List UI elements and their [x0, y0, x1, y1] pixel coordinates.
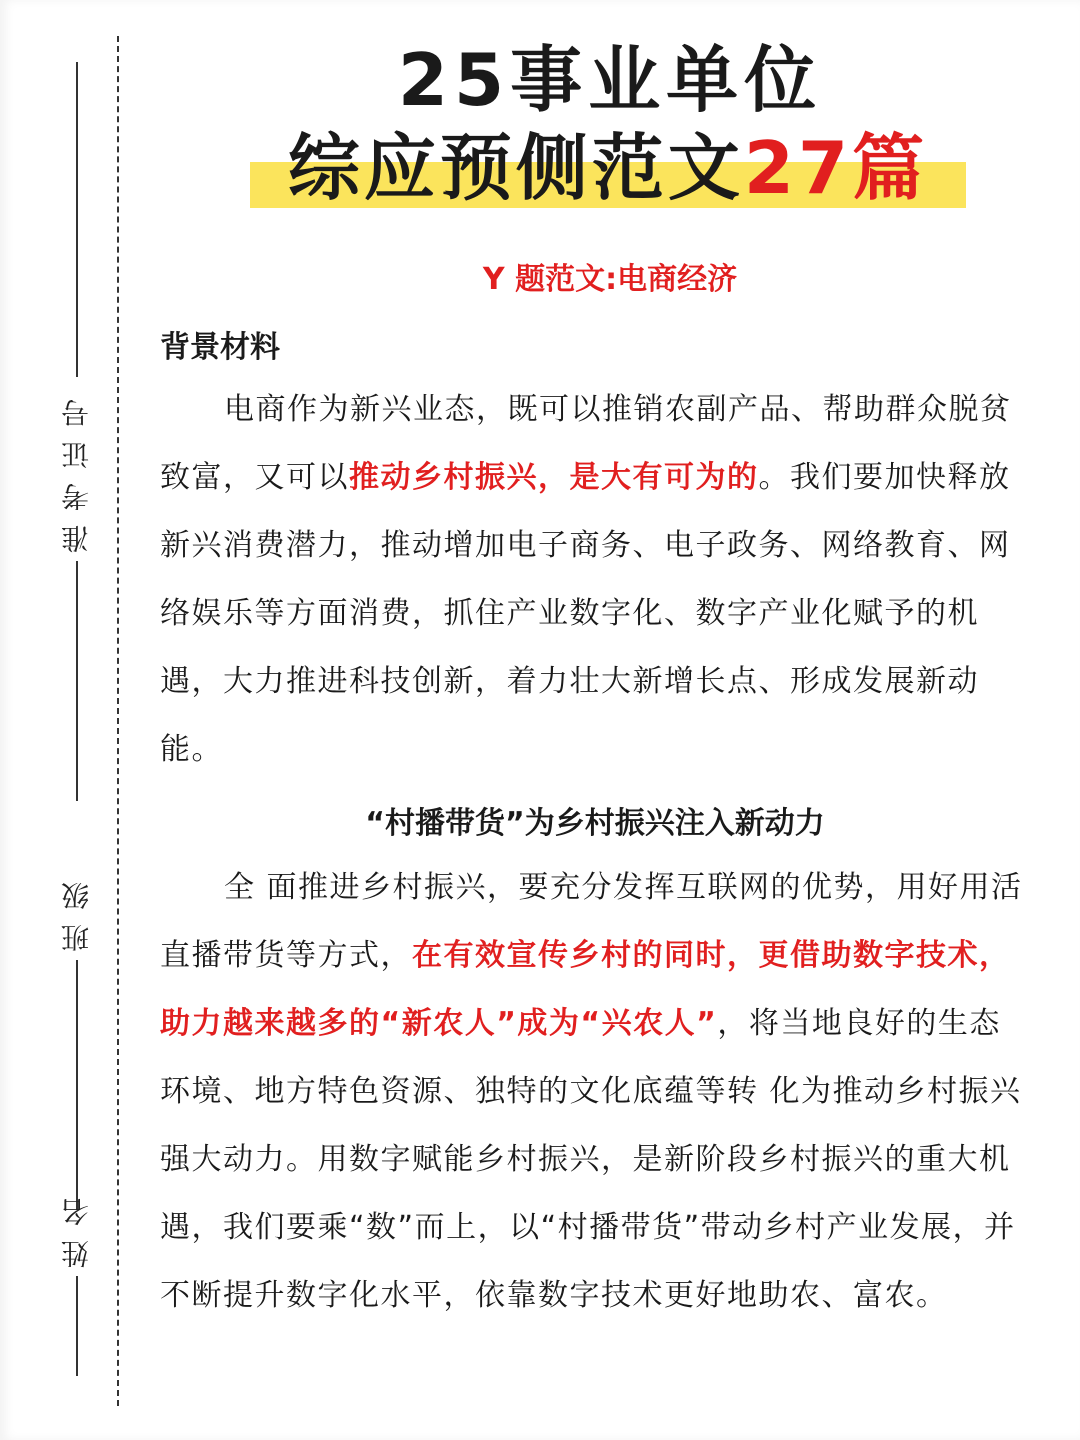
background-paragraph [160, 376, 1030, 784]
background-highlight: 推动乡村振兴，是大有可为的 [349, 460, 759, 495]
exam-id-line-lower [76, 561, 78, 801]
background-text-a: 电商作为新兴业态，既可以推销农副产品、帮助群众脱贫致富，又可以 [160, 392, 1012, 495]
essay-highlight: 在有效宣传乡村的同时，更借助数字技术，助力越来越多的“新农人”成为“兴农人” [160, 938, 1011, 1041]
title-line-2-main: 综应预侧范文 [287, 126, 744, 210]
essay-paragraph [160, 854, 1030, 1330]
exam-id-label: 准考证号 [60, 385, 93, 553]
title-line-2-count: 27篇 [743, 126, 929, 210]
binding-dashed-line [117, 36, 119, 1406]
class-field [52, 860, 102, 1210]
class-line [76, 960, 78, 1210]
subtitle: Y 题范文:电商经济 [482, 262, 738, 297]
title-line-2-text [250, 128, 966, 208]
essay-title: “村播带货”为乡村振兴注入新动力 [365, 806, 825, 841]
name-label: 姓名 [60, 1184, 93, 1268]
exam-id-line [76, 62, 78, 377]
background-text-b: 。我们要加快释放新兴消费潜力，推动增加电子商务、电子政务、网络教育、网络娱乐等方面消费，抓住产业数字化、数字产业化赋予的机遇，大力推进科技创新，着力壮大新增长点、形成发展新动能。 [160, 460, 1011, 767]
name-line [76, 1276, 78, 1376]
title-line-1: 25事业单位 [397, 38, 823, 122]
exam-id-field [52, 62, 102, 801]
class-label: 班级 [60, 868, 93, 952]
title-line-2 [250, 128, 966, 208]
background-section-title: 背景材料 [160, 330, 280, 365]
essay-text-b: ，将当地良好的生态环境、地方特色资源、独特的文化底蕴等转 化为推动乡村振兴强大动力。用数字赋能乡村振兴，是新阶段乡村振兴的重大机遇，我们要乘“数”而上，以“村播带货”带动乡村产业发展，并不断提升数字化水平，依靠数字技术更好地助农、富农。 [160, 1006, 1022, 1313]
name-field [52, 1176, 102, 1376]
essay-text-a: 全 面推进乡村振兴，要充分发挥互联网的优势，用好用活直播带货等方式， [160, 870, 1023, 973]
